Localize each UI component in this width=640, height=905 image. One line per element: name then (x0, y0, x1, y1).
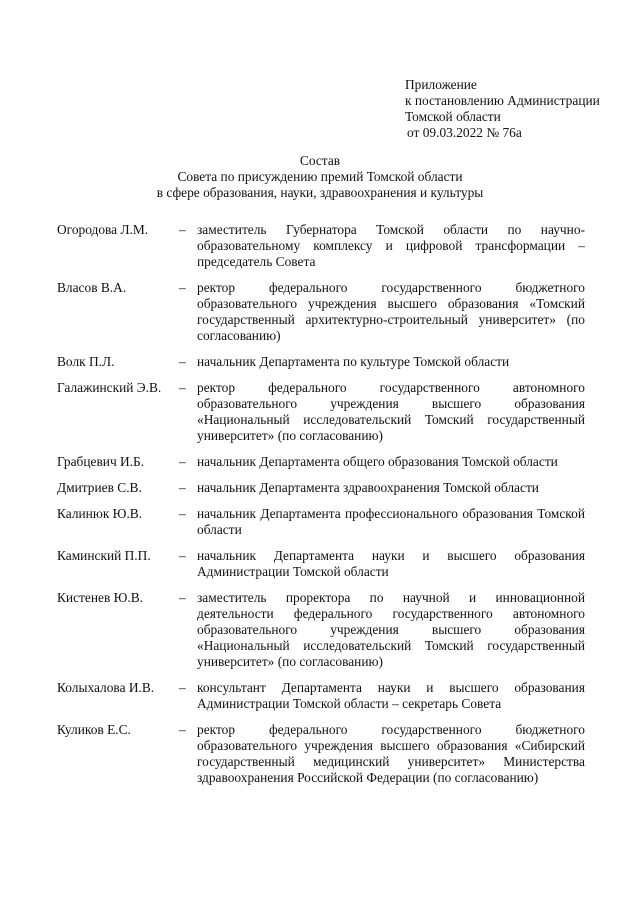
member-row (57, 454, 585, 470)
member-name: Власов В.А. (57, 280, 127, 295)
member-dash: – (179, 680, 186, 695)
document-subtitle-1: Совета по присуждению премий Томской области (177, 169, 463, 184)
member-role: ректор федерального государственного бюджетного образовательного учреждения высшего образования «Сибирский государственный медицинский университет» Министерства здравоохранения Российской Федерации (по согласованию) (197, 722, 585, 785)
member-name: Огородова Л.М. (57, 222, 149, 237)
member-name: Кистенев Ю.В. (57, 590, 144, 605)
member-row (57, 590, 585, 670)
member-role: начальник Департамента здравоохранения Томской области (197, 480, 539, 495)
member-role: заместитель Губернатора Томской области по научно-образовательному комплексу и цифровой трансформации – председатель Совета (197, 222, 585, 269)
member-dash: – (179, 380, 186, 395)
document-title: Состав (299, 153, 341, 168)
member-dash: – (179, 722, 186, 737)
member-role: ректор федерального государственного бюджетного образовательного учреждения высшего образования «Томский государственный архитектурно-строительный университет» (по согласованию) (197, 280, 585, 343)
member-dash: – (179, 590, 186, 605)
member-name: Калинюк Ю.В. (57, 506, 143, 521)
member-role: заместитель проректора по научной и инновационной деятельности федерального государственного автономного образовательного учреждения высшего образования «Национальный исследовательский Томский государственный университет» (по согласованию) (197, 590, 585, 669)
member-row (57, 722, 585, 786)
member-dash: – (179, 454, 186, 469)
document-heading (60, 153, 580, 201)
member-dash: – (179, 280, 186, 295)
member-row (57, 380, 585, 444)
member-row (57, 222, 585, 270)
member-name: Волк П.Л. (57, 354, 115, 369)
member-role: начальник Департамента по культуре Томской области (197, 354, 510, 369)
document-subtitle-2: в сфере образования, науки, здравоохранения и культуры (156, 185, 484, 200)
member-dash: – (179, 548, 186, 563)
appendix-header (405, 77, 605, 141)
member-row (57, 506, 585, 538)
member-name: Дмитриев С.В. (57, 480, 142, 495)
member-role: начальник Департамента общего образования Томской области (197, 454, 558, 469)
appendix-line-2: к постановлению Администрации (405, 93, 600, 108)
member-name: Каминский П.П. (57, 548, 151, 563)
member-dash: – (179, 222, 186, 237)
appendix-line-1: Приложение (405, 77, 477, 92)
member-name: Куликов Е.С. (57, 722, 131, 737)
member-role: консультант Департамента науки и высшего образования Администрации Томской области – секретарь Совета (197, 680, 585, 711)
member-dash: – (179, 354, 186, 369)
member-role: начальник Департамента профессионального образования Томской области (197, 506, 585, 537)
member-dash: – (179, 506, 186, 521)
member-role: ректор федерального государственного автономного образовательного учреждения высшего образования «Национальный исследовательский Томский государственный университет» (по согласованию) (197, 380, 585, 443)
appendix-line-3: Томской области (405, 109, 501, 124)
member-name: Галажинский Э.В. (57, 380, 162, 395)
member-role: начальник Департамента науки и высшего образования Администрации Томской области (197, 548, 585, 579)
members-list (57, 222, 585, 796)
member-name: Колыхалова И.В. (57, 680, 155, 695)
member-row (57, 280, 585, 344)
member-name: Грабцевич И.Б. (57, 454, 145, 469)
member-row (57, 480, 585, 496)
member-row (57, 548, 585, 580)
member-row (57, 680, 585, 712)
member-dash: – (179, 480, 186, 495)
member-row (57, 354, 585, 370)
appendix-line-4: от 09.03.2022 № 76а (407, 125, 522, 140)
